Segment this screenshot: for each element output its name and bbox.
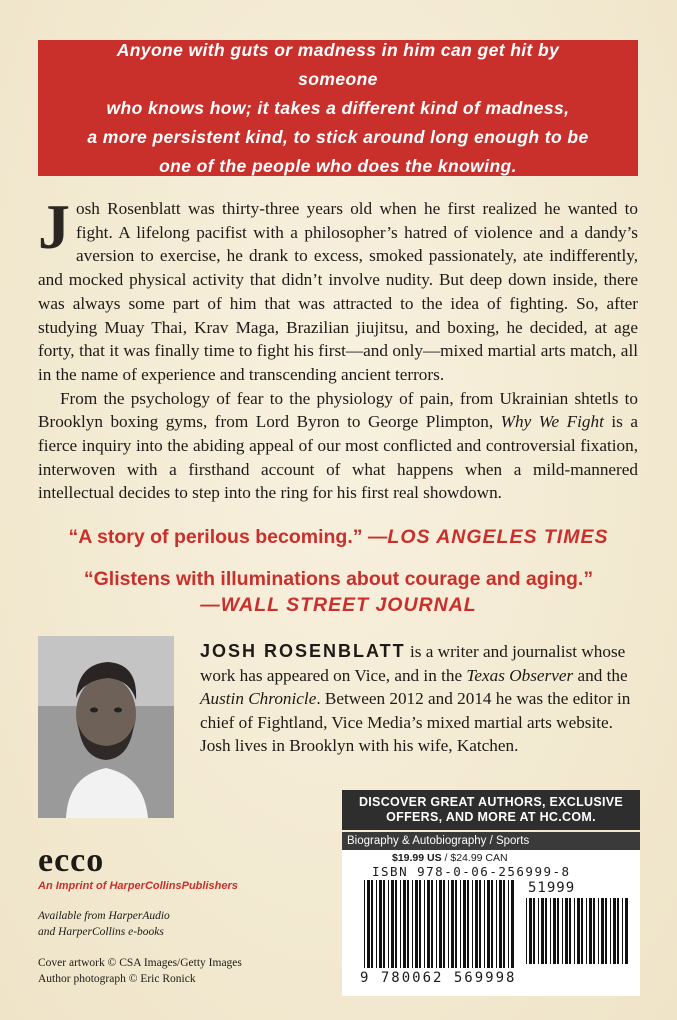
barcode-bar <box>601 898 604 964</box>
barcode-bar <box>598 898 599 964</box>
publication-name: Texas Observer <box>466 665 574 685</box>
book-description <box>38 191 638 505</box>
pull-quote-line: who knows how; it takes a different kind of madness, <box>106 97 570 118</box>
author-bio <box>200 640 640 758</box>
hc-promo-banner <box>342 790 640 830</box>
barcode-bar <box>503 880 505 968</box>
barcode-bar <box>424 880 425 968</box>
barcode-bar <box>550 898 551 964</box>
barcode-bar <box>605 898 607 964</box>
barcode-bar <box>617 898 619 964</box>
drop-cap: J <box>38 191 70 262</box>
barcode-bar <box>491 880 493 968</box>
author-photo <box>38 636 174 818</box>
pull-quote-box <box>38 40 638 176</box>
barcode-bar <box>553 898 556 964</box>
addon-barcode-icon <box>526 898 630 964</box>
barcode-bar <box>419 880 421 968</box>
barcode-bar <box>565 898 568 964</box>
barcode-bar <box>472 880 473 968</box>
author-portrait-icon <box>38 636 174 818</box>
bio-text: . Between 2012 and 2014 he was the editor in chief of Fightland, Vice Media’s mixed martial arts website. Josh lives in Brooklyn with his wife, Katchen. <box>200 689 631 755</box>
barcode-bar <box>533 898 535 964</box>
barcode-bar <box>586 898 587 964</box>
author-name: JOSH ROSENBLATT <box>200 641 406 661</box>
isbn-number: ISBN 978-0-06-256999-8 <box>372 864 571 879</box>
barcode-bar <box>443 880 445 968</box>
barcode-bar <box>545 898 547 964</box>
price <box>392 852 508 864</box>
credit-line: Author photograph © Eric Ronick <box>38 973 196 985</box>
barcode-bar <box>436 880 437 968</box>
barcode-bar <box>589 898 592 964</box>
barcode-bar <box>460 880 461 968</box>
ecco-logo <box>38 842 105 879</box>
credit-line: Cover artwork © CSA Images/Getty Images <box>38 957 242 969</box>
logo-text: ecco <box>38 842 105 879</box>
pull-quote-line: Anyone with guts or madness in him can get hit by someone <box>116 39 560 89</box>
barcode-bar <box>412 880 413 968</box>
review-source: —WALL STREET JOURNAL <box>200 594 477 616</box>
review-text: “A story of perilous becoming.” — <box>68 526 388 548</box>
review-source: LOS ANGELES TIMES <box>387 526 609 548</box>
barcode-bar <box>388 880 389 968</box>
book-title: Why We Fight <box>500 412 604 432</box>
barcode-bar <box>508 880 509 968</box>
barcode-bar <box>574 898 575 964</box>
barcode-bar <box>364 880 365 968</box>
credits <box>38 955 242 987</box>
review-text: “Glistens with illuminations about courage and aging.” <box>83 568 594 590</box>
barcode-bar <box>577 898 580 964</box>
barcode-bar <box>475 880 478 968</box>
availability-line: and HarperCollins e-books <box>38 926 164 938</box>
barcode-addon-number: 51999 <box>528 880 576 896</box>
barcode-bar <box>431 880 433 968</box>
barcode-bar <box>400 880 401 968</box>
barcode-bar <box>526 898 527 964</box>
pull-quote-line: a more persistent kind, to stick around long enough to be <box>87 126 589 147</box>
barcode-bar <box>484 880 485 968</box>
barcode-bar <box>622 898 623 964</box>
imprint-line: An Imprint of HarperCollinsPublishers <box>38 880 238 892</box>
barcode-bar <box>625 898 628 964</box>
description-paragraph-2 <box>38 387 638 506</box>
pull-quote-line: one of the people who does the knowing. <box>159 155 517 176</box>
barcode-bar <box>395 880 397 968</box>
barcode-bar <box>569 898 571 964</box>
barcode-bar <box>427 880 430 968</box>
barcode-bar <box>451 880 454 968</box>
barcode-bar <box>487 880 490 968</box>
barcode-bar <box>415 880 418 968</box>
promo-line: DISCOVER GREAT AUTHORS, EXCLUSIVE <box>358 795 624 809</box>
paragraph-text: is a fierce inquiry into the abiding appeal of our most conflicted and controversial fixation, interwoven with a firsthand account of what happens when a mild-mannered intellectual decides to step into the ring for his first real showdown. <box>38 412 638 503</box>
barcode-bar <box>463 880 466 968</box>
barcode-bar <box>581 898 583 964</box>
barcode-bar <box>391 880 394 968</box>
barcode-bar <box>610 898 611 964</box>
barcode-bar <box>383 880 385 968</box>
bio-text: and the <box>573 665 628 685</box>
barcode-bar <box>541 898 544 964</box>
barcode-bar <box>376 880 377 968</box>
paragraph-text: osh Rosenblatt was thirty-three years old when he first realized he wanted to fight. A lifelong pacifist with a philosopher’s hatred of violence and a dandy’s aversion to exercise, he drank to excess, smoked passionately, ate indifferently, and mocked physical activity that didn’t involve nudity. But deep down inside, there was always some part of him that was attracted to the idea of fighting. So, after studying Muay Thai, Krav Maga, Brazilian jiujitsu, and boxing, he decided, at age forty, that it was finally time to fight his first—and only—mixed martial arts match, all in the name of experience and transcending ancient terrors. <box>38 199 638 384</box>
promo-line: OFFERS, AND MORE AT HC.COM. <box>386 810 596 824</box>
barcode-bar <box>562 898 563 964</box>
barcode-icon <box>364 880 514 968</box>
barcode-bar <box>367 880 370 968</box>
barcode-bar <box>371 880 373 968</box>
barcode-bar <box>448 880 449 968</box>
bio-text: is a writer and journalist whose work has appeared on Vice, and in the <box>200 642 626 685</box>
barcode-bar <box>557 898 559 964</box>
barcode-bar <box>379 880 382 968</box>
barcode-bar <box>439 880 442 968</box>
barcode-bar <box>613 898 616 964</box>
barcode-bar <box>499 880 502 968</box>
barcode-bar <box>511 880 514 968</box>
ean-number: 9 780062 569998 <box>360 970 517 986</box>
barcode-bar <box>529 898 532 964</box>
publication-name: Austin Chronicle <box>200 689 317 708</box>
barcode-bar <box>538 898 539 964</box>
price-us: $19.99 US <box>392 852 442 864</box>
barcode-bar <box>593 898 595 964</box>
review-quote-1 <box>0 526 677 549</box>
category-label: Biography & Autobiography / Sports <box>342 832 640 850</box>
review-quote-2 <box>0 566 677 618</box>
availability-note <box>38 908 170 940</box>
barcode-bar <box>496 880 497 968</box>
barcode-bar <box>455 880 457 968</box>
pull-quote <box>38 36 638 181</box>
barcode-bar <box>407 880 409 968</box>
availability-line: Available from HarperAudio <box>38 910 170 922</box>
barcode-bar <box>403 880 406 968</box>
barcode-bar <box>467 880 469 968</box>
barcode-bar <box>479 880 481 968</box>
price-can: / $24.99 CAN <box>441 852 508 864</box>
description-paragraph-1 <box>38 191 638 387</box>
paragraph-text: From the psychology of fear to the physiology of pain, from Ukrainian shtetls to Brooklyn boxing gyms, from Lord Byron to George Plimpton, <box>38 388 638 432</box>
